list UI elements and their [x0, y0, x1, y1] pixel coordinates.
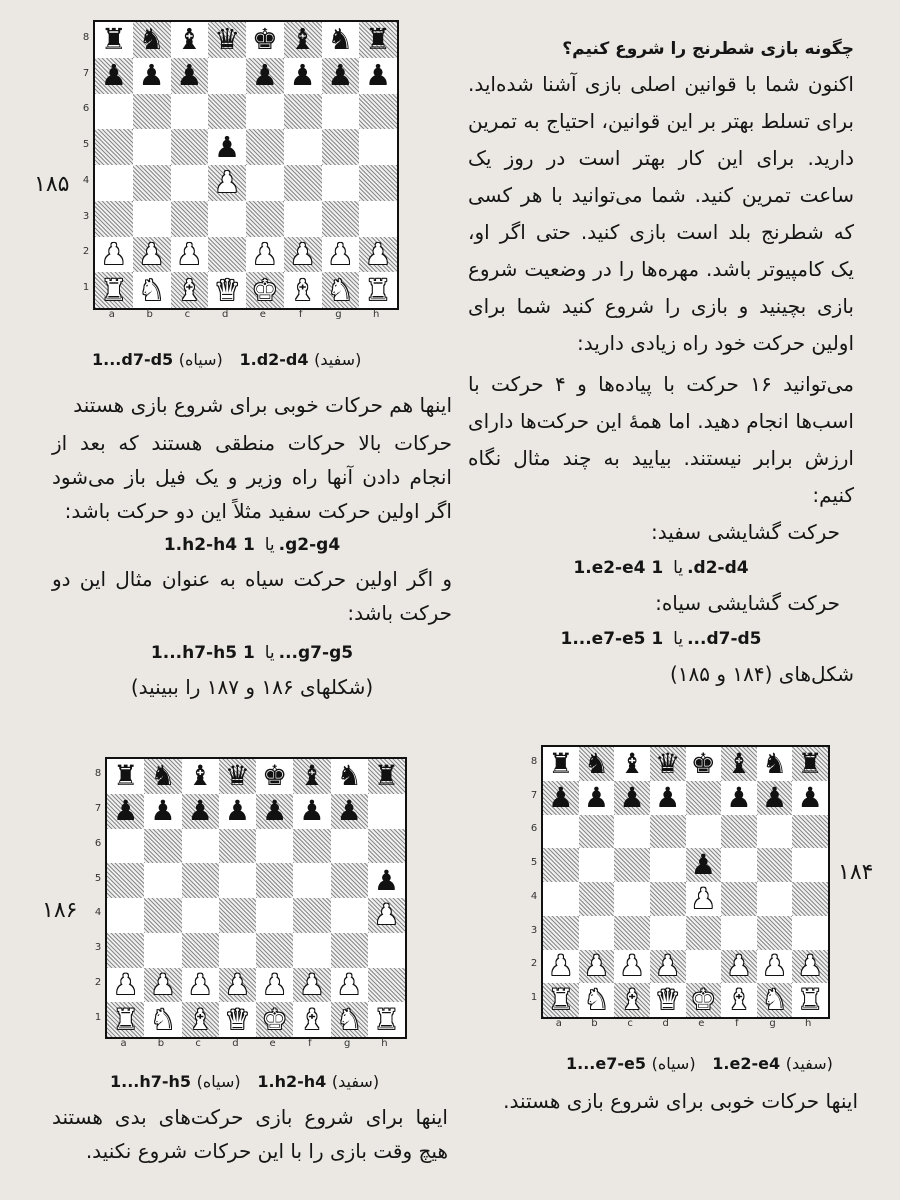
- square-b6: [144, 829, 181, 864]
- square-e3: [686, 916, 722, 950]
- white-pawn-icon: ♟: [100, 236, 127, 271]
- black-rook-icon: ♜: [548, 746, 574, 780]
- fig184-caption: 1...e7-e5 (سیاه) 1.e2-e4 (سفید): [566, 1054, 833, 1073]
- white-pawn-icon: ♟: [797, 949, 823, 983]
- black-rook-icon: ♜: [113, 759, 139, 793]
- file-label: f: [735, 1018, 739, 1029]
- black-pawn-icon: ♟: [726, 780, 752, 814]
- square-b5: [579, 848, 615, 882]
- or-word: یا: [264, 643, 275, 663]
- fig185-caption: 1...d7-d5 (سیاه) 1.d2-d4 (سفید): [92, 350, 362, 369]
- file-label: a: [120, 1038, 127, 1049]
- white-pawn-icon: ♟: [113, 967, 139, 1001]
- file-label: g: [343, 1038, 351, 1049]
- black-pawn-icon: ♟: [224, 794, 250, 828]
- square-g6: [757, 815, 793, 849]
- chessboard-fig186: [105, 757, 407, 1039]
- white-rook-icon: ♜: [100, 272, 127, 307]
- square-d3: [208, 201, 246, 237]
- black-pawn-icon: ♟: [138, 58, 165, 93]
- left-column: [52, 388, 452, 704]
- rank-label: 3: [530, 924, 538, 936]
- square-b6: [579, 815, 615, 849]
- black-pawn-icon: ♟: [373, 863, 399, 897]
- square-c6: [182, 829, 219, 864]
- black-pawn-icon: ♟: [548, 780, 574, 814]
- black-pawn-icon: ♟: [299, 794, 325, 828]
- black-pawn-icon: ♟: [797, 780, 823, 814]
- square-b3: [579, 916, 615, 950]
- rank-label: 2: [530, 958, 538, 970]
- white-pawn-icon: ♟: [289, 236, 316, 271]
- black-move-b: 1...g7-g5: [242, 643, 354, 663]
- black-bishop-icon: ♝: [726, 746, 752, 780]
- square-a6: [95, 94, 133, 130]
- file-label: f: [308, 1038, 312, 1049]
- white-pawn-icon: ♟: [187, 967, 213, 1001]
- fig184-text: اینها حرکات خوبی برای شروع بازی هستند.: [503, 1089, 858, 1113]
- white-rook-icon: ♜: [797, 983, 823, 1017]
- black-pawn-icon: ♟: [113, 794, 139, 828]
- square-a6: [107, 829, 144, 864]
- square-a3: [95, 201, 133, 237]
- rank-label: 1: [82, 282, 90, 294]
- file-label: h: [805, 1018, 812, 1029]
- square-a4: [107, 898, 144, 933]
- square-b5: [133, 129, 171, 165]
- white-pawn-icon: ♟: [619, 949, 645, 983]
- file-label: h: [381, 1038, 388, 1049]
- white-bishop-icon: ♝: [726, 983, 752, 1017]
- white-move-b: 1.g2-g4: [242, 535, 341, 555]
- square-g6: [331, 829, 368, 864]
- file-label: a: [108, 309, 115, 320]
- file-label: c: [195, 1038, 201, 1049]
- file-label: d: [662, 1018, 669, 1029]
- black-king-icon: ♚: [262, 759, 288, 793]
- black-pawn-icon: ♟: [365, 58, 392, 93]
- square-g3: [331, 933, 368, 968]
- square-c4: [182, 898, 219, 933]
- square-e4: [246, 165, 284, 201]
- white-queen-icon: ♛: [214, 272, 241, 307]
- rank-label: 8: [94, 768, 102, 780]
- square-h3: [792, 916, 828, 950]
- white-rook-icon: ♜: [365, 272, 392, 307]
- black-rook-icon: ♜: [373, 759, 399, 793]
- white-pawn-icon: ♟: [762, 949, 788, 983]
- black-pawn-icon: ♟: [327, 58, 354, 93]
- square-b6: [133, 94, 171, 130]
- file-label: e: [259, 309, 266, 320]
- square-f4: [284, 165, 322, 201]
- square-e6: [246, 94, 284, 130]
- white-knight-icon: ♞: [583, 983, 609, 1017]
- black-bishop-icon: ♝: [176, 22, 203, 57]
- square-c4: [614, 882, 650, 916]
- square-a5: [95, 129, 133, 165]
- square-c5: [614, 848, 650, 882]
- rank-label: 1: [530, 992, 538, 1004]
- intro-paragraph: اکنون شما با قوانین اصلی بازی آشنا شده‌اید. برای تسلط بهتر بر این قوانین، احتیاج به تمرین دارید. برای این کار بهتر است در روز یک ساعت تمرین کنید. شما می‌توانید با هر کسی که شطرنج بلد است بازی کنید. حتی اگر او، یک کامپیوتر باشد. مهره‌ها را در وضعیت شروع بازی بچینید و بازی را شروع کنید شما برای اولین حرکت خود راه زیادی دارید:: [468, 72, 854, 355]
- white-king-icon: ♚: [251, 272, 278, 307]
- white-pawn-icon: ♟: [224, 967, 250, 1001]
- black-pawn-icon: ♟: [336, 794, 362, 828]
- black-move-a: 1...h7-h5: [150, 643, 238, 663]
- black-knight-icon: ♞: [150, 759, 176, 793]
- white-knight-icon: ♞: [336, 1002, 362, 1036]
- black-king-icon: ♚: [251, 22, 278, 57]
- or-word: یا: [673, 629, 684, 649]
- square-d2: [208, 237, 246, 273]
- square-g3: [322, 201, 360, 237]
- white-pawn-icon: ♟: [251, 236, 278, 271]
- square-a6: [543, 815, 579, 849]
- black-pawn-icon: ♟: [583, 780, 609, 814]
- square-h6: [792, 815, 828, 849]
- black-pawn-icon: ♟: [289, 58, 316, 93]
- white-bishop-icon: ♝: [289, 272, 316, 307]
- file-label: f: [298, 309, 303, 320]
- square-b4: [579, 882, 615, 916]
- square-a4: [95, 165, 133, 201]
- square-g5: [322, 129, 360, 165]
- logic-paragraph: حرکات بالا حرکات منطقی هستند که بعد از انجام دادن آنها راه وزیر و یک فیل باز می‌شود اگر اولین حرکت سفید مثلاً این دو حرکت باشد:: [52, 431, 452, 523]
- square-b4: [144, 898, 181, 933]
- rank-label: 8: [82, 31, 90, 43]
- square-f6: [284, 94, 322, 130]
- black-move-a: 1...e7-e5: [560, 629, 646, 649]
- white-pawn-icon: ♟: [548, 949, 574, 983]
- square-h7: [368, 794, 405, 829]
- white-pawn-icon: ♟: [690, 881, 716, 915]
- white-move-b: 1.d2-d4: [651, 558, 749, 578]
- square-a4: [543, 882, 579, 916]
- right-column: [468, 36, 854, 693]
- figure-number-186: ۱۸۶: [42, 898, 78, 923]
- white-bad-moves: [52, 528, 452, 562]
- file-label: c: [627, 1018, 633, 1029]
- square-e3: [256, 933, 293, 968]
- white-knight-icon: ♞: [762, 983, 788, 1017]
- black-move-b: 1...d7-d5: [651, 629, 762, 649]
- white-pawn-icon: ♟: [655, 949, 681, 983]
- rank-label: 7: [94, 803, 102, 815]
- square-c5: [182, 863, 219, 898]
- white-bishop-icon: ♝: [299, 1002, 325, 1036]
- file-label: b: [146, 309, 153, 320]
- white-opening-moves: [468, 551, 854, 585]
- white-pawn-icon: ♟: [365, 236, 392, 271]
- square-d3: [219, 933, 256, 968]
- square-c6: [171, 94, 209, 130]
- or-word: یا: [264, 535, 275, 555]
- white-rook-icon: ♜: [113, 1002, 139, 1036]
- square-e3: [246, 201, 284, 237]
- square-a5: [107, 863, 144, 898]
- rank-label: 6: [94, 837, 102, 849]
- square-f5: [293, 863, 330, 898]
- square-h5: [792, 848, 828, 882]
- black-pawn-icon: ♟: [150, 794, 176, 828]
- white-opening-label: حرکت گشایشی سفید:: [651, 520, 840, 544]
- black-pawn-icon: ♟: [262, 794, 288, 828]
- square-g5: [331, 863, 368, 898]
- square-e5: [256, 863, 293, 898]
- fig185-text: اینها هم حرکات خوبی برای شروع بازی هستند: [73, 393, 452, 417]
- square-a5: [543, 848, 579, 882]
- rank-label: 6: [82, 103, 90, 115]
- square-f5: [721, 848, 757, 882]
- square-a3: [543, 916, 579, 950]
- square-d5: [650, 848, 686, 882]
- figure-number-184: ۱۸۴: [838, 860, 874, 885]
- rank-label: 5: [530, 857, 538, 869]
- black-pawn-icon: ♟: [690, 848, 716, 882]
- figures-reference: (شکلهای ۱۸۶ و ۱۸۷ را ببینید): [130, 675, 374, 699]
- square-g4: [322, 165, 360, 201]
- rank-label: 2: [94, 976, 102, 988]
- square-e6: [686, 815, 722, 849]
- rank-label: 2: [82, 246, 90, 258]
- rank-label: 4: [82, 174, 90, 186]
- black-pawn-icon: ♟: [176, 58, 203, 93]
- black-opening-moves: [468, 622, 854, 656]
- square-d6: [650, 815, 686, 849]
- black-pawn-icon: ♟: [187, 794, 213, 828]
- square-e4: [256, 898, 293, 933]
- square-f3: [721, 916, 757, 950]
- rank-label: 8: [530, 755, 538, 767]
- square-h6: [368, 829, 405, 864]
- section-heading: چگونه بازی شطرنج را شروع کنیم؟: [562, 39, 854, 59]
- black-example-paragraph: و اگر اولین حرکت سیاه به عنوان مثال این دو حرکت باشد:: [52, 567, 452, 625]
- square-e6: [256, 829, 293, 864]
- square-a3: [107, 933, 144, 968]
- rank-label: 7: [82, 67, 90, 79]
- file-label: d: [232, 1038, 239, 1049]
- white-bishop-icon: ♝: [187, 1002, 213, 1036]
- white-rook-icon: ♜: [548, 983, 574, 1017]
- square-f3: [284, 201, 322, 237]
- white-pawn-icon: ♟: [583, 949, 609, 983]
- rank-label: 7: [530, 789, 538, 801]
- white-pawn-icon: ♟: [299, 967, 325, 1001]
- white-queen-icon: ♛: [655, 983, 681, 1017]
- white-pawn-icon: ♟: [336, 967, 362, 1001]
- square-d6: [219, 829, 256, 864]
- black-pawn-icon: ♟: [619, 780, 645, 814]
- black-pawn-icon: ♟: [251, 58, 278, 93]
- square-g4: [331, 898, 368, 933]
- black-knight-icon: ♞: [327, 22, 354, 57]
- chessboard-fig185: [93, 20, 399, 310]
- square-c4: [171, 165, 209, 201]
- file-label: g: [335, 309, 342, 320]
- square-b5: [144, 863, 181, 898]
- square-b3: [144, 933, 181, 968]
- white-pawn-icon: ♟: [214, 165, 241, 200]
- square-c3: [182, 933, 219, 968]
- square-d4: [650, 882, 686, 916]
- rank-label: 4: [530, 890, 538, 902]
- black-queen-icon: ♛: [214, 22, 241, 57]
- black-bad-moves: [52, 636, 452, 670]
- black-rook-icon: ♜: [365, 22, 392, 57]
- white-bishop-icon: ♝: [176, 272, 203, 307]
- rank-label: 5: [94, 872, 102, 884]
- white-king-icon: ♚: [690, 983, 716, 1017]
- black-bishop-icon: ♝: [187, 759, 213, 793]
- square-f6: [293, 829, 330, 864]
- fig186-text: اینها برای شروع بازی حرکت‌های بدی هستند هیچ وقت بازی را با این حرکات شروع نکنید.: [52, 1105, 448, 1163]
- square-b4: [133, 165, 171, 201]
- file-label: h: [372, 309, 380, 320]
- file-label: d: [221, 309, 229, 320]
- black-pawn-icon: ♟: [762, 780, 788, 814]
- white-pawn-icon: ♟: [138, 236, 165, 271]
- white-pawn-icon: ♟: [726, 949, 752, 983]
- white-pawn-icon: ♟: [150, 967, 176, 1001]
- moves-paragraph: می‌توانید ۱۶ حرکت با پیاده‌ها و ۴ حرکت با اسب‌ها انجام دهید. اما همهٔ این حرکت‌ها دارای ارزش برابر نیستند. بیایید به چند مثال نگاه کنیم:: [468, 372, 854, 507]
- square-b3: [133, 201, 171, 237]
- file-label: g: [769, 1018, 776, 1029]
- square-e5: [246, 129, 284, 165]
- square-f3: [293, 933, 330, 968]
- black-queen-icon: ♛: [655, 746, 681, 780]
- black-knight-icon: ♞: [336, 759, 362, 793]
- white-knight-icon: ♞: [138, 272, 165, 307]
- white-knight-icon: ♞: [327, 272, 354, 307]
- square-h3: [359, 201, 397, 237]
- square-d3: [650, 916, 686, 950]
- black-queen-icon: ♛: [224, 759, 250, 793]
- square-h6: [359, 94, 397, 130]
- file-label: e: [698, 1018, 705, 1029]
- white-king-icon: ♚: [262, 1002, 288, 1036]
- square-h2: [368, 968, 405, 1003]
- white-bishop-icon: ♝: [619, 983, 645, 1017]
- black-king-icon: ♚: [690, 746, 716, 780]
- black-rook-icon: ♜: [797, 746, 823, 780]
- square-g6: [322, 94, 360, 130]
- white-pawn-icon: ♟: [327, 236, 354, 271]
- black-knight-icon: ♞: [583, 746, 609, 780]
- black-knight-icon: ♞: [762, 746, 788, 780]
- black-rook-icon: ♜: [100, 22, 127, 57]
- square-g4: [757, 882, 793, 916]
- rank-label: 3: [82, 210, 90, 222]
- white-pawn-icon: ♟: [373, 898, 399, 932]
- black-bishop-icon: ♝: [299, 759, 325, 793]
- white-rook-icon: ♜: [373, 1002, 399, 1036]
- square-d5: [219, 863, 256, 898]
- chessboard-fig184: [541, 745, 830, 1019]
- figure-number-185: ۱۸۵: [34, 172, 70, 197]
- file-label: a: [555, 1018, 562, 1029]
- square-d6: [208, 94, 246, 130]
- square-h5: [359, 129, 397, 165]
- fig186-caption: 1...h7-h5 (سیاه) 1.h2-h4 (سفید): [110, 1072, 380, 1091]
- black-knight-icon: ♞: [138, 22, 165, 57]
- white-knight-icon: ♞: [150, 1002, 176, 1036]
- white-pawn-icon: ♟: [262, 967, 288, 1001]
- square-h4: [359, 165, 397, 201]
- white-pawn-icon: ♟: [176, 236, 203, 271]
- figures-reference: شکل‌های (۱۸۴ و ۱۸۵): [669, 662, 854, 686]
- black-bishop-icon: ♝: [619, 746, 645, 780]
- rank-label: 1: [94, 1011, 102, 1023]
- square-h3: [368, 933, 405, 968]
- square-e2: [686, 950, 722, 984]
- file-label: b: [157, 1038, 165, 1049]
- black-pawn-icon: ♟: [655, 780, 681, 814]
- rank-label: 6: [530, 823, 538, 835]
- black-pawn-icon: ♟: [214, 129, 241, 164]
- square-d7: [208, 58, 246, 94]
- square-c6: [614, 815, 650, 849]
- square-c3: [614, 916, 650, 950]
- black-opening-label: حرکت گشایشی سیاه:: [655, 591, 840, 615]
- white-queen-icon: ♛: [224, 1002, 250, 1036]
- white-move-a: 1.e2-e4: [573, 558, 646, 578]
- square-g3: [757, 916, 793, 950]
- file-label: b: [591, 1018, 598, 1029]
- rank-label: 5: [82, 139, 90, 151]
- rank-label: 4: [94, 907, 102, 919]
- square-f6: [721, 815, 757, 849]
- square-g5: [757, 848, 793, 882]
- square-f5: [284, 129, 322, 165]
- black-pawn-icon: ♟: [100, 58, 127, 93]
- white-move-a: 1.h2-h4: [163, 535, 238, 555]
- rank-label: 3: [94, 942, 102, 954]
- square-f4: [721, 882, 757, 916]
- square-e7: [686, 781, 722, 815]
- square-h4: [792, 882, 828, 916]
- square-d4: [219, 898, 256, 933]
- square-c5: [171, 129, 209, 165]
- file-label: e: [269, 1038, 276, 1049]
- square-c3: [171, 201, 209, 237]
- black-bishop-icon: ♝: [289, 22, 316, 57]
- file-label: c: [184, 309, 191, 320]
- square-f4: [293, 898, 330, 933]
- or-word: یا: [673, 558, 684, 578]
